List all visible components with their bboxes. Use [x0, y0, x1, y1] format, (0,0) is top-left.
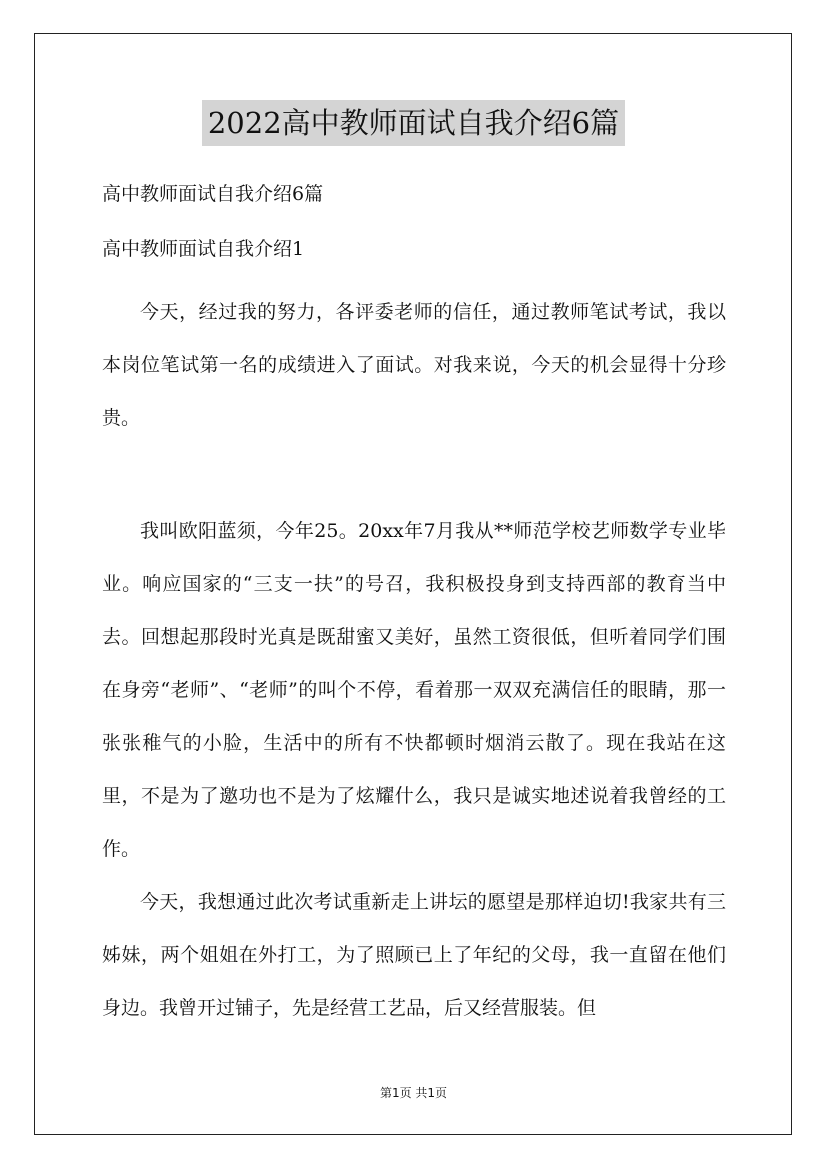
page-footer: 第1页 共1页 — [379, 1086, 448, 1100]
paragraph-gap — [102, 445, 726, 505]
heading-2: 高中教师面试自我介绍1 — [102, 238, 305, 260]
document-title-wrap — [0, 100, 827, 146]
document-title: 2022高中教师面试自我介绍6篇 — [202, 100, 625, 146]
paragraph-1: 今天，经过我的努力，各评委老师的信任，通过教师笔试考试，我以本岗位笔试第一名的成绩进入了面试。对我来说，今天的机会显得十分珍贵。 — [102, 301, 726, 429]
heading-1: 高中教师面试自我介绍6篇 — [102, 183, 324, 205]
document-body — [102, 176, 726, 1035]
paragraph-3: 今天，我想通过此次考试重新走上讲坛的愿望是那样迫切!我家共有三姊妹，两个姐姐在外打工，为了照顾已上了年纪的父母，我一直留在他们身边。我曾开过铺子，先是经营工艺品，后又经营服装。但 — [102, 891, 726, 1019]
paragraph-2: 我叫欧阳蓝须，今年25。20xx年7月我从**师范学校艺师数学专业毕业。响应国家的“三支一扶”的号召，我积极投身到支持西部的教育当中去。回想起那段时光真是既甜蜜又美好，虽然工资很低，但听着同学们围在身旁“老师”、“老师”的叫个不停，看着那一双双充满信任的眼睛，那一张张稚气的小脸，生活中的所有不快都顿时烟消云散了。现在我站在这里，不是为了邀功也不是为了炫耀什么，我只是诚实地述说着我曾经的工作。 — [102, 520, 726, 860]
